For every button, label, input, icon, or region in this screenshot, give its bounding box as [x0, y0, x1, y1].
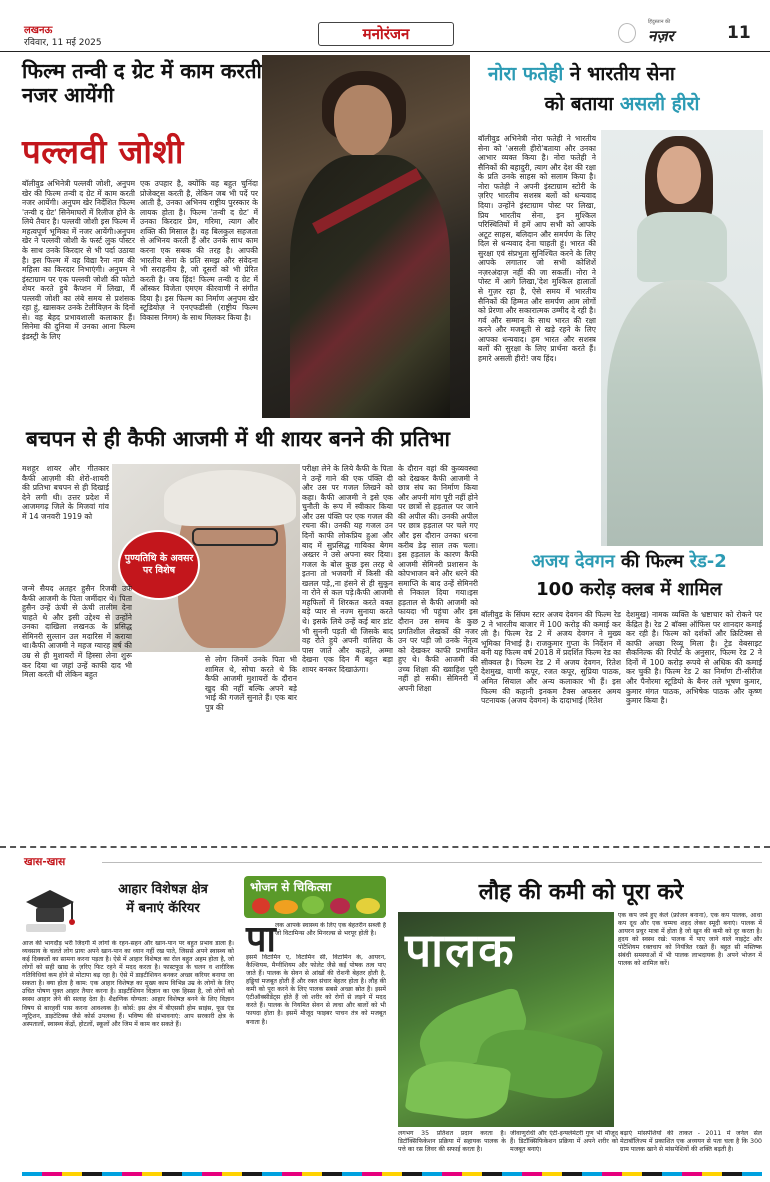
- ajay-headline-line1: अजय देवगन की फिल्म रेड-2: [531, 551, 727, 572]
- kaifi-article-col1b: जन्मे सैयद अतहर हुसैन रिजवी उर्फ कैफी आजमी के पिता जमींदार थे। पिता हुसैन उन्हें ऊंची से ऊंची तालीम देना चाहते थे और इसी उद्देश्य से उन्होंने उनका दाखिला लखनऊ के प्रसिद्ध सेमिनरी सुल्तान उल मदारिस में कराया था।कैफी आजमी ने महज ग्यारह वर्ष की उम्र से ही मुशायरों में हिस्सा लेना शुरू कर दिया था जहां उन्हें काफी दाद भी मिला करती थी लेकिन बहुत: [22, 584, 132, 680]
- emblem-icon: [618, 23, 636, 43]
- kaifi-article-col2: से लोग जिनमें उनके पिता भी शामिल थे, सोचा करते थे कि कैफी आजमी मुशायरों के दौरान खुद की नहीं बल्कि अपने बड़े भाई की गजलें सुनाते हैं। एक बार पुत्र की: [205, 655, 297, 712]
- pallavi-article-col1: बॉलीवुड अभिनेत्री पल्लवी जोशी, अनुपम खेर की फिल्म तन्वी द ग्रेट में काम करती नजर आयेंगी। अनुपम खेर निर्देशित फिल्म 'तन्वी द ग्रेट' सिनेमाघरों में रिलीज होने के लिये तैयार है। पल्लवी जोशी इस फिल्म में महत्वपूर्ण भूमिका में नजर आयेंगी।अनुपम खेर ने पल्लवी जोशी के फर्स्ट लुक पोस्टर के साथ उनके किरदार से भी पर्दा उठाया है। इस फिल्म में वह विद्या रैना नाम की महिला का किरदार निभाएंगी। अनुपम ने इंस्टाग्राम पर एक पल्लवी जोशी की फोटो शेयर करते हुये कैप्शन में लिखा, मैं पल्लवी जोशी का लंबे समय से प्रशंसक रहा हूं, खासकर उनके टेलीविज़न के दिनों से। वह बेहद प्रभावशाली कलाकार हैं। सिनेमा की दुनिया में उनका आना फिल्म इंडस्ट्री के लिए: [22, 179, 135, 341]
- iron-article-col3: बढ़ाएं मांसपेशियों की ताकत - 2011 में जर्नल सेल मेटाबॉलिज्म में प्रकाशित एक अध्ययन से पता चला है कि 300 ग्राम पालक खाने से मांसपेशियों की शक्ति बढ़ती है।: [620, 1130, 762, 1154]
- nora-article: बॉलीवुड अभिनेत्री नोरा फतेही ने भारतीय सेना को 'असली हीरो'बताया और उनका आभार व्यक्त किया है। नोरा फतेही ने सैनिकों की बहादुरी, त्याग और देश की रक्षा के प्रति उनके साहस को सलाम किया है। नोरा फतेही ने अपनी इंस्टाग्राम स्टोरी के ज़रिए भारतीय सशस्त्र बलों को धन्यवाद दिया। उन्होंने इंस्टाग्राम पोस्ट पर लिखा, प्रिय भारतीय सेना, इन मुश्किल परिस्थितियों में हमें आप सभी को आपके अटूट साहस, बलिदान और समर्पण के लिए दिल से धन्यवाद देना चाहती हूं। भारत की सुरक्षा एवं संप्रभुता सुनिश्चित करने के लिए आपके लगातार जो सभी कोशिशें नज़रअंदाज़ नहीं की जा सकतीं। नोरा ने पोस्ट में आगे लिखा,'देश मुश्किल हालातों से गुज़र रहा है, ऐसे समय में भारतीय सैनिकों की हिम्मत और समर्पण आम लोगों को प्रेरणा और सकारात्मक उम्मीद दे रही है। गर्व और सम्मान के साथ भारत की रक्षा करने और मजबूती से खड़े रहने के लिए आपका धन्यवाद। हम भारत और सशस्त्र बलों की सुरक्षा के लिए प्रार्थना करते हैं।हमारे असली हीरो! जय हिंद।: [478, 134, 596, 363]
- ajay-article-col2: देशमुख) नामक व्यक्ति के भ्रष्टाचार को रोकने पर केंद्रित है। रेड 2 बॉक्स ऑफिस पर शानदार कमाई कर रही है। फिल्म को दर्शकों और क्रिटिक्स से काफी अच्छा रिव्यू मिला है। ट्रेड वेबसाइट सैकनिल्क की रिपोर्ट के अनुसार, फिल्म रेड 2 ने दिनों में 100 करोड़ रूपये से अधिक की कमाई कर चुकी है। फिल्म रेड 2 का निर्माण टी-सीरीज और पैनोरमा स्टूडियो के बैनर तले भूषण कुमार, कुमार मंगत पाठक, अभिषेक पाठक और कृष्ण कुमार किया है।: [626, 610, 762, 706]
- diet-headline-line2: में बनाएं कॅरियर: [126, 901, 200, 916]
- iron-article-side: एक कप जमे हुए केले (फ्रोजन बनाना), एक कप पालक, आधा कप दूध और एक चम्मच शहद लेकर स्मूदी बनाएं। पालक में आयरन प्रचुर मात्रा में होता है जो खून की कमी को दूर करता है। हृदय को स्वस्थ रखे: पालक में पाए जाने वाले नाइट्रेट और पोटैशियम रक्तचाप को नियंत्रित रखते हैं। बहुत सी मस्तिष्क संबंधी समस्याओं में भी पालक लाभदायक है। अपने भोजन में पालक को शामिल करें।: [618, 912, 762, 968]
- graduation-cap-icon: [22, 880, 78, 936]
- print-color-bar: [22, 1172, 762, 1176]
- iron-article-col2: जीवाणुरोधी और एंटी-इन्फ्लेमेटरी गुण भी मौजूद हैं। डिटॉक्सिफिकेशन प्रक्रिया में अपने शरीर को मजबूत बनाएं।: [510, 1130, 618, 1154]
- issue-date: रविवार, 11 मई 2025: [24, 38, 102, 48]
- iron-headline: लौह की कमी को पूरा करे: [478, 880, 684, 905]
- tomato-icon: [252, 898, 270, 914]
- kaifi-article-col3: परीक्षा लेने के लिये कैफी के पिता ने उन्हें गाने की एक पंक्ति दी और उस पर गजल लिखने को कहा। कैफी आजमी ने इसे एक चुनौती के रूप में स्वीकार किया और उस पंक्ति पर एक गजल की रचना की। उनकी यह गजल उन दिनों काफी लोकप्रिय हुआ और बाद में सुप्रसिद्ध गायिका बेगम अख्तर ने उसे अपना स्वर दिया। गजल के बोल कुछ इस तरह थे इतना तो भजवगी में किसी की खलल पड़े,,ना हंसने से ही सुकून ना रोने से कल पड़े।कैफी आजमी महफिलों में शिरकत करते वक्त बड़े प्यार से नज्म सुनाया करते थे। इसके लिये उन्हें कई बार डांट भी सुननी पड़ती थी जिसके बाद वह रोते हुये अपनी वालिदा के पास जाते और कहते, अम्मा देखना एक दिन मैं बहुत बड़ा शायर बनकर दिखाऊंगा।: [302, 464, 393, 674]
- anniversary-badge: पुण्यतिथि के अवसर पर विशेष: [118, 530, 200, 600]
- section-divider: [0, 846, 770, 854]
- page-number: 11: [727, 23, 751, 43]
- pallavi-article-col2: एक उपहार है, क्योंकि वह बहुत चुनिंदा प्रोजेक्ट्स करती है, लेकिन जब भी पर्दे पर आती है, उनका अभिनय राष्ट्रीय पुरस्कार के लायक होता है। फिल्म 'तन्वी द ग्रेट' में उनका किरदार प्रेम, गरिमा, त्याग और शक्ति की मिसाल है। वह बिलकुल सहजता से अभिनय करती हैं और उनके साथ काम करना एक सबक की तरह है। आपकी भारतीय सेना के प्रति समझ और संवेदना भी सराहनीय है, जो दूसरों को भी प्रेरित करती है। जय हिंद! फिल्म तन्वी द ग्रेट में ऑस्कर विजेता एमएम कीरवाणी ने संगीत दिया है। इस फिल्म का निर्माण अनुपम खेर स्टूडियोज़ ने एनएफडीसी (राष्ट्रीय फिल्म विकास निगम) के साथ मिलकर किया है।: [140, 179, 258, 322]
- divider-line: [102, 862, 762, 863]
- ajay-headline-line2: 100 करोड़ क्लब में शामिल: [536, 579, 722, 600]
- nora-headline-line1: नोरा फतेही ने भारतीय सेना: [488, 63, 675, 85]
- palak-title: पालक: [405, 923, 516, 977]
- bhojan-article-intro: लक आपके स्वास्थ्य के लिए एक बेहतरीन सब्जी है जो विटामिन्स और मिनरल्स से भरपूर होती है।: [275, 922, 386, 938]
- diet-headline-line1: आहार विशेषज्ञ क्षेत्र: [118, 882, 208, 897]
- nora-photo: [601, 130, 763, 546]
- iron-article-col1: लगभग 35 प्रतिशत प्रदान करता है। डिटॉक्सिफिकेशन प्रक्रिया में सहायक पालक के पत्ते का रस लिवर की सफाई करता है।: [398, 1130, 506, 1154]
- pallavi-headline: फिल्म तन्वी द ग्रेट में काम करती नजर आयेंगी: [22, 59, 262, 108]
- section-title: मनोरंजन: [318, 22, 454, 46]
- lemon-icon: [356, 898, 380, 914]
- city-name: लखनऊ: [24, 25, 53, 36]
- khaas-label: खास-खास: [24, 856, 66, 868]
- carrot-icon: [274, 900, 298, 914]
- pallavi-photo: [262, 55, 470, 418]
- newspaper-logo: नज़र: [648, 27, 674, 45]
- kaifi-article-col4: के दौरान वहां की कुव्यवस्था को देखकर कैफी आजमी ने छात्र संघ का निर्माण किया और अपनी मांग पूरी नहीं होने पर छात्रों से हड़ताल पर जाने की अपील की। उनकी अपील पर छात्र हड़ताल पर चले गए और इस दौरान उनका धरना करीब डेढ़ साल तक चला। इस हड़ताल के कारण कैफी आजमी सेमिनरी प्रशासन के कोपभाजन बने और धरने की समाप्ति के बाद उन्हें सेमिनरी से निकाल दिया गया।इस हड़ताल से कैफी आजमी को फायदा भी पहुंचा और इस दौरान उस समय के कुछ प्रगतिशील लेखकों की नजर उन पर पड़ी जो उनके नेतृत्व को देखकर काफी प्रभावित हुए थे। कैफी आजमी की उच्च शिक्षा की ख्वाहिश पूरी नहीं हो सकी। सेमिनरी में अपनी शिक्षा: [398, 464, 478, 693]
- diet-article: आज की भागदौड़ भरी जिंदगी में लोगों के रहन-सहन और खान-पान पर बहुत प्रभाव डाला है। व्यवसाय के चलते लोग प्रायः अपने खान-पान का ध्यान नहीं रख पाते, जिससे अपने स्वास्थ्य को कई दिक्कतों का सामना करना पड़ता है। ऐसे में आहार विशेषज्ञ का रोल बहुत अहम होता है, जो लोगों को सही खाद्य के ज़रिए फिट रहने में मदद करता है। फास्टफूड के चलन व शारीरिक गतिविधियां कम होने से मोटापा बढ़ रहा है। ऐसे में डाइटीशियन बनकर अच्छा करियर बनाया जा सकता है। क्या होता है काम: एक आहार विशेषज्ञ का मुख्य काम विभिन्न उम्र के लोगों के लिए उचित पोषण युक्त आहार तैयार करना है। डाइटीशियन विज्ञान का एक हिस्सा है, जो लोगों को स्वस्थ आहार लेने की सलाह देता है। शैक्षणिक योग्यता: आहार विशेषज्ञ बनने के लिए विज्ञान विषय से बारहवीं पास करना आवश्यक है। कोर्स: इस क्षेत्र में बीएससी होम साइंस, फूड एंड न्यूट्रिशन, डाइटेटिक्स जैसे कोर्स उपलब्ध हैं। भविष्य की संभावनाएं: आप सरकारी क्षेत्र के अस्पतालों, स्वास्थ्य केंद्रों, होटलों, स्कूलों और जिम में काम कर सकते हैं।: [22, 940, 234, 1028]
- beet-icon: [330, 898, 350, 914]
- ajay-article-col1: बॉलीवुड के सिंघम स्टार अजय देवगन की फिल्म रेड 2 ने भारतीय बाजार में 100 करोड़ की कमाई कर ली है। फिल्म रेड 2 में अजय देवगन ने मुख्य भूमिका निभाई है। राजकुमार गुप्ता के निर्देशन में बनी यह फिल्म वर्ष 2018 में प्रदर्शित फिल्म रेड का सीक्वल है। फिल्म रेड 2 में अजय देवगन, रितेश देशमुख, वाणी कपूर, रजत कपूर, सुप्रिया पाठक, अमित सियाल और अन्य कलाकार भी हैं। इस फिल्म की कहानी इनकम टैक्स अफसर अमय पटनायक (अजय देवगन) के दादाभाई (रितेश: [481, 610, 621, 706]
- kaifi-headline: बचपन से ही कैफी आजमी में थी शायर बनने की प्रतिभा: [26, 427, 450, 451]
- drop-cap: पा: [246, 919, 276, 960]
- cabbage-icon: [302, 896, 324, 914]
- bhojan-article: इसमें विटामिन ए, विटामिन सी, विटामिन के, आयरन, कैल्शियम, मैग्नीशियम और फोलेट जैसे कई पोषक तत्व पाए जाते हैं। पालक के सेवन से आंखों की रोशनी बेहतर होती है, हड्डियां मजबूत होती हैं और रक्त संचार बेहतर होता है। लौह की कमी को पूरा करने के लिए पालक सबसे अच्छा स्रोत है। इसमें एंटीऑक्सीडेंट्स होते हैं जो शरीर को रोगों से लड़ने में मदद करते हैं। पालक के नियमित सेवन से त्वचा और बालों को भी फायदा होता है। इसमें मौजूद फाइबर पाचन तंत्र को मजबूत बनाता है।: [246, 954, 386, 1026]
- nora-headline-line2: को बताया असली हीरो: [544, 93, 700, 115]
- logo-tagline: हिंदुस्तान की: [648, 19, 671, 25]
- bhojan-banner-title: भोजन से चिकित्सा: [250, 880, 332, 894]
- kaifi-article-col1: मशहूर शायर और गीतकार कैफी आज़मी की शेरो-शायरी की प्रतिभा बचपन से ही दिखाई देने लगी थी। उत्तर प्रदेश में आजमगढ़ जिले के मिजवां गांव में 14 जनवरी 1919 को: [22, 464, 109, 521]
- pallavi-name: पल्लवी जोशी: [22, 132, 184, 171]
